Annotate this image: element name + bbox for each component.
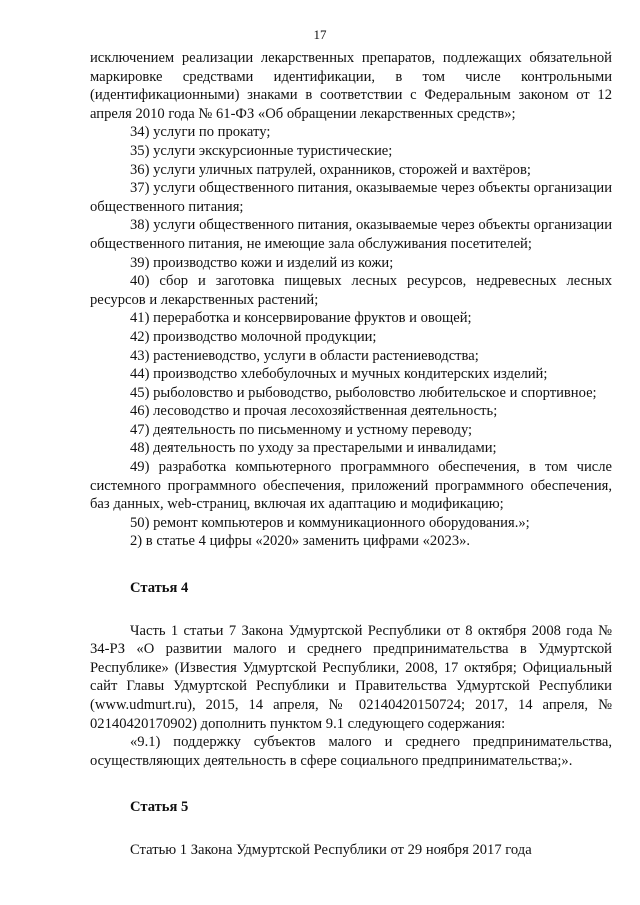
spacer xyxy=(90,817,612,841)
article-5-paragraph: Статью 1 Закона Удмуртской Республики от 29 ноября 2017 года xyxy=(130,841,532,858)
list-item-2: 2) в статье 4 цифры «2020» заменить цифрами «2023». xyxy=(130,533,471,550)
page-number: 17 xyxy=(313,27,327,42)
article-4-heading: Статья 4 xyxy=(130,580,189,597)
list-item: 39) производство кожи и изделий из кожи; xyxy=(130,254,394,271)
spacer xyxy=(90,598,612,622)
spacer xyxy=(90,770,612,798)
continuation-paragraph: исключением реализации лекарственных препаратов, подлежащих обязательной маркировке средствами идентификации, в том числе контрольными (идентификационными) знаками в соответствии с Федеральным законом от 12 апреля 2010 года № 61-ФЗ «Об обращении лекарственных средств»; xyxy=(90,50,612,122)
list-item: 40) сбор и заготовка пищевых лесных ресурсов, недревесных лесных ресурсов и лекарственных растений; xyxy=(90,273,612,308)
list-item: 43) растениеводство, услуги в области растениеводства; xyxy=(130,347,479,364)
list-item: 49) разработка компьютерного программного обеспечения, в том числе системного программного обеспечения, приложений программного обеспечения, баз данных, web-страниц, включая их адаптацию и модификацию; xyxy=(90,459,612,513)
list-item: 44) производство хлебобулочных и мучных кондитерских изделий; xyxy=(130,366,548,383)
list-item: 37) услуги общественного питания, оказываемые через объекты организации общественного питания; xyxy=(90,180,612,215)
list-item: 48) деятельность по уходу за престарелыми и инвалидами; xyxy=(130,440,497,457)
list-item: 34) услуги по прокату; xyxy=(130,124,271,141)
list-item: 46) лесоводство и прочая лесохозяйственная деятельность; xyxy=(130,403,498,420)
article-4-paragraph: Часть 1 статьи 7 Закона Удмуртской Республики от 8 октября 2008 года № 34-РЗ «О развитии малого и среднего предпринимательства в Удмуртской Республике» (Известия Удмуртской Республики, 2008, 17 октября; Официальный сайт Главы Удмуртской Республики и Правительства Удмуртской Республики (www.udmurt.ru), 2015, 14 апреля, № 02140420150724; 2017, 14 апреля, № 02140420170902) дополнить пунктом 9.1 следующего содержания: xyxy=(90,622,612,732)
list-item: 35) услуги экскурсионные туристические; xyxy=(130,142,393,159)
list-item: 45) рыболовство и рыбоводство, рыболовство любительское и спортивное; xyxy=(130,384,597,401)
list-item: 50) ремонт компьютеров и коммуникационного оборудования.»; xyxy=(130,514,530,531)
list-item: 41) переработка и консервирование фруктов и овощей; xyxy=(130,310,472,327)
spacer xyxy=(90,551,612,579)
article-4-quote: «9.1) поддержку субъектов малого и среднего предпринимательства, осуществляющих деятельность в сфере социального предпринимательства;». xyxy=(90,734,612,769)
list-item: 38) услуги общественного питания, оказываемые через объекты организации общественного питания, не имеющие зала обслуживания посетителей; xyxy=(90,217,612,252)
list-item: 42) производство молочной продукции; xyxy=(130,328,377,345)
list-item: 47) деятельность по письменному и устному переводу; xyxy=(130,421,473,438)
article-5-heading: Статья 5 xyxy=(130,799,189,816)
list-item: 36) услуги уличных патрулей, охранников, сторожей и вахтёров; xyxy=(130,161,531,178)
document-body xyxy=(90,49,612,860)
